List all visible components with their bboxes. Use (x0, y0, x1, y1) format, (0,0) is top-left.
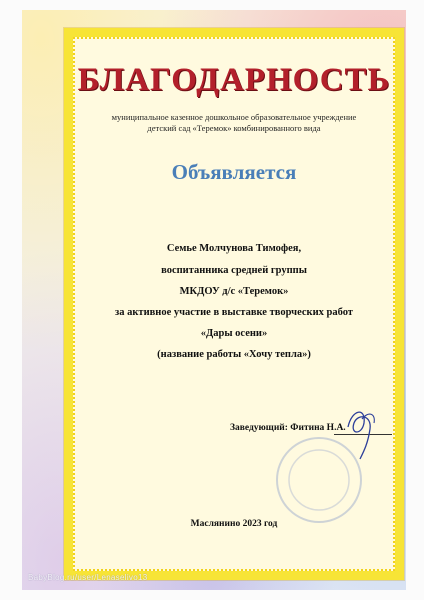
body-line-recipient: Семье Молчунова Тимофея, (166, 243, 302, 254)
watermark-text: BabyBlog.ru/user/Lenaselivo13 (28, 573, 148, 582)
body-line-work-title: (название работы «Хочу тепла») (157, 349, 311, 360)
body-line-reason: за активное участие в выставке творческих работ (115, 307, 353, 318)
certificate-title: БЛАГОДАРНОСТЬ (77, 62, 391, 98)
organization-line-1: муниципальное казенное дошкольное образовательное учреждение (111, 112, 357, 122)
place-and-year: Маслянино 2023 год (190, 519, 278, 529)
certificate-content (72, 38, 396, 578)
body-line-institution: МКДОУ д/с «Теремок» (179, 286, 289, 297)
body-line-group: воспитанника средней группы (161, 265, 307, 276)
organization-line-2: детский сад «Теремок» комбинированного вида (147, 123, 321, 133)
certificate-sheet (22, 10, 406, 590)
body-line-exhibition: «Дары осени» (200, 328, 268, 339)
signatory-label: Заведующий: Фитина Н.А. (230, 423, 346, 433)
announcement-heading: Объявляется (171, 160, 297, 184)
signature-icon (342, 401, 382, 461)
